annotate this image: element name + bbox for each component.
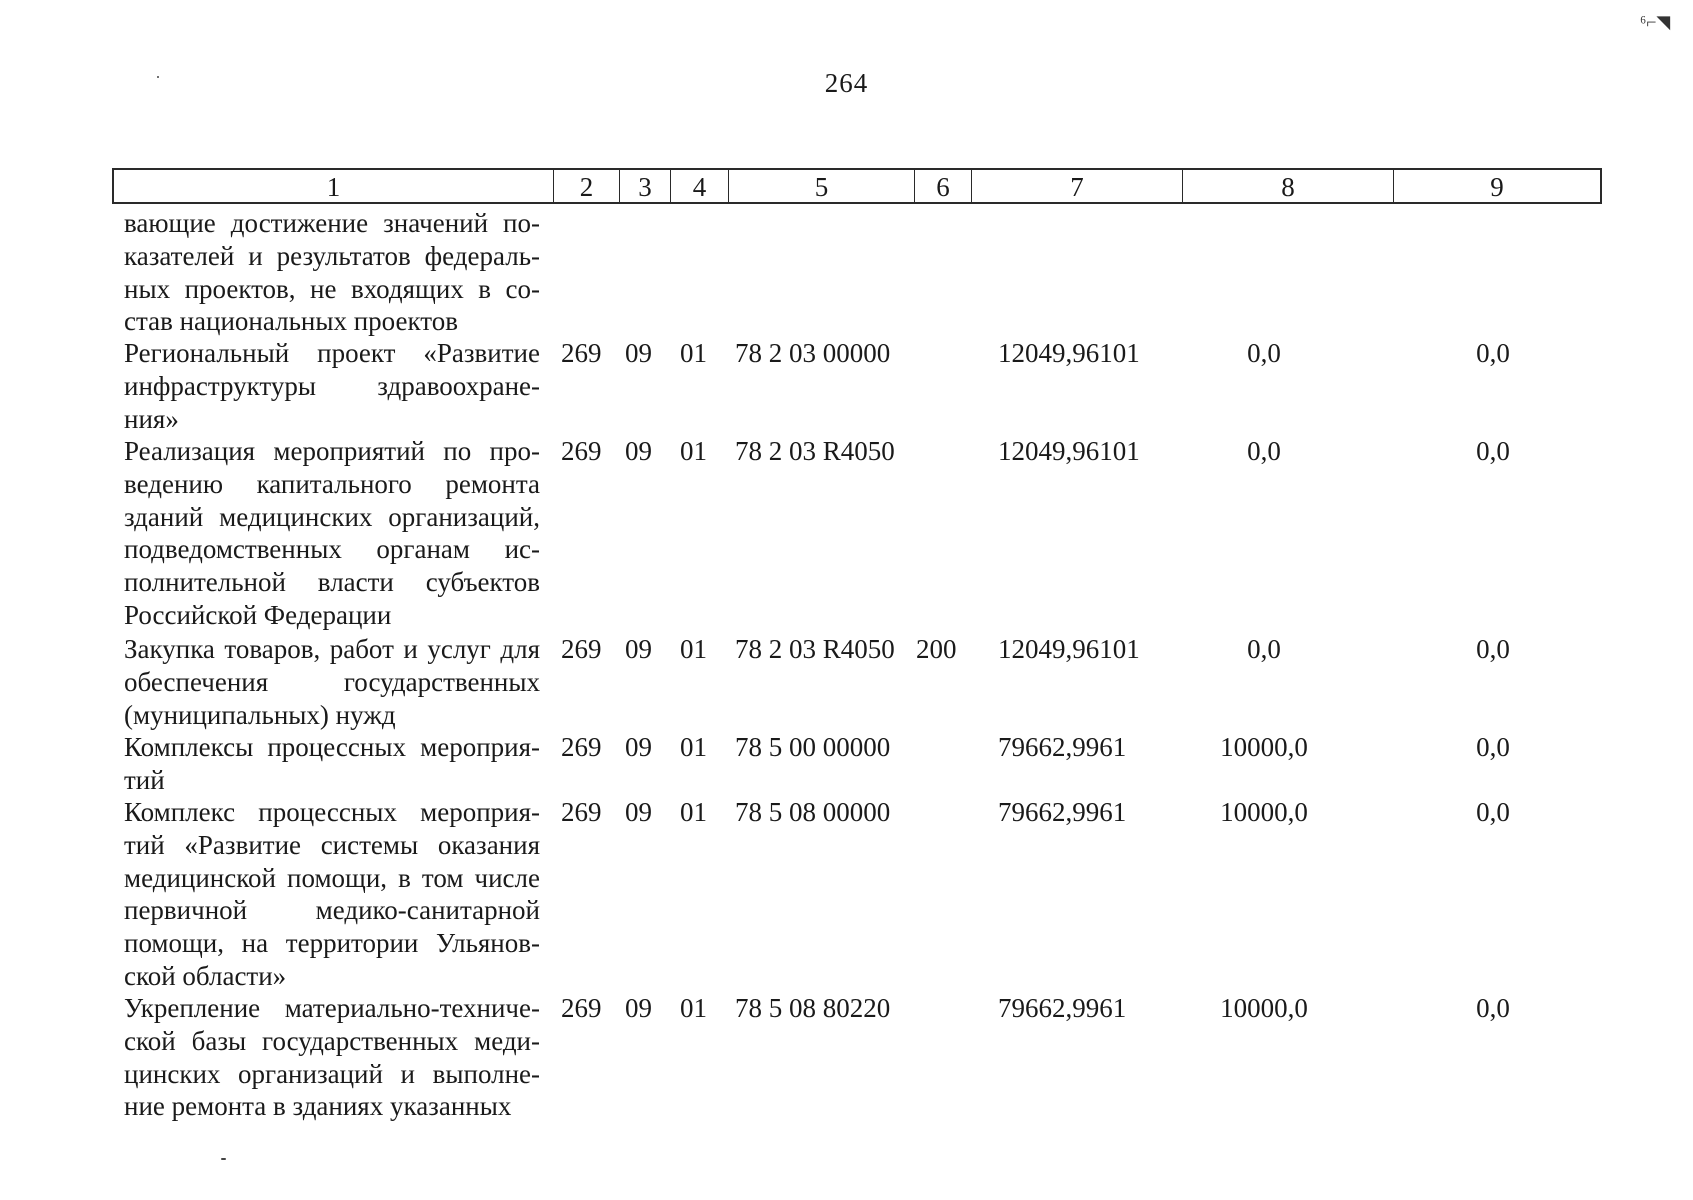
row-name xyxy=(124,207,540,338)
row-name-line: цинских организаций и выполне- xyxy=(124,1058,540,1089)
ministry-code: 269 xyxy=(561,338,602,368)
ministry-code: 269 xyxy=(561,634,602,664)
row-name-line: Российской Федерации xyxy=(124,599,392,630)
row-name-line: подведомственных органам ис- xyxy=(124,534,540,565)
row-name-line: первичной медико-санитарной xyxy=(124,895,540,926)
amount-year-1: 79662,9961 xyxy=(998,993,1127,1023)
corner-scan-mark: ⁶⌐◥ xyxy=(1640,12,1671,32)
ministry-code: 269 xyxy=(561,797,602,827)
table-header xyxy=(112,168,1602,204)
amount-year-1: 79662,9961 xyxy=(998,732,1127,762)
header-cell: 8 xyxy=(1183,170,1394,202)
target-article-code: 78 2 03 00000 xyxy=(735,338,891,368)
amount-year-2: 0,0 xyxy=(1247,436,1281,466)
amount-year-2: 0,0 xyxy=(1247,338,1281,368)
row-name-line: тий xyxy=(124,764,165,795)
amount-year-2: 10000,0 xyxy=(1220,732,1308,762)
section-code: 09 xyxy=(625,634,652,664)
subsection-code: 01 xyxy=(680,634,707,664)
row-name-line: ской базы государственных меди- xyxy=(124,1025,540,1056)
page-number: 264 xyxy=(824,68,869,98)
amount-year-2: 0,0 xyxy=(1247,634,1281,664)
amount-year-2: 10000,0 xyxy=(1220,797,1308,827)
amount-year-3: 0,0 xyxy=(1476,338,1510,368)
header-cell: 5 xyxy=(729,170,915,202)
target-article-code: 78 5 00 00000 xyxy=(735,732,891,762)
section-code: 09 xyxy=(625,338,652,368)
header-cell: 9 xyxy=(1490,172,1504,202)
amount-year-1: 79662,9961 xyxy=(998,797,1127,827)
row-name xyxy=(124,992,540,1123)
row-name-line: обеспечения государственных xyxy=(124,666,540,697)
row-name-line: казателей и результатов федераль- xyxy=(124,240,540,271)
target-article-code: 78 5 08 00000 xyxy=(735,797,891,827)
row-name-line: ных проектов, не входящих в со- xyxy=(124,273,540,304)
row-name-line: ведению капитального ремонта xyxy=(124,468,540,499)
subsection-code: 01 xyxy=(680,732,707,762)
row-name-line: помощи, на территории Ульянов- xyxy=(124,928,540,959)
row-name-line: медицинской помощи, в том числе xyxy=(124,862,540,893)
header-cell: 4 xyxy=(671,170,729,202)
target-article-code: 78 5 08 80220 xyxy=(735,993,891,1023)
section-code: 09 xyxy=(625,732,652,762)
subsection-code: 01 xyxy=(680,338,707,368)
header-cell: 1 xyxy=(114,170,554,202)
row-name xyxy=(124,435,540,632)
scan-speck xyxy=(221,1158,226,1160)
amount-year-2: 10000,0 xyxy=(1220,993,1308,1023)
amount-year-1: 12049,96101 xyxy=(998,338,1140,368)
row-name-line: Комплекс процессных мероприя- xyxy=(124,797,540,827)
row-name-line: Укрепление материально-техниче- xyxy=(124,993,540,1023)
amount-year-3: 0,0 xyxy=(1476,993,1510,1023)
row-name-line: Реализация мероприятий по про- xyxy=(124,436,540,466)
subsection-code: 01 xyxy=(680,993,707,1023)
expense-type-code: 200 xyxy=(916,634,957,664)
target-article-code: 78 2 03 R4050 xyxy=(735,436,895,466)
header-cell: 7 xyxy=(972,170,1183,202)
row-name-line: полнительной власти субъектов xyxy=(124,567,540,598)
header-cell: 3 xyxy=(620,170,671,202)
row-name xyxy=(124,731,540,797)
row-name-line: ния» xyxy=(124,403,179,434)
subsection-code: 01 xyxy=(680,436,707,466)
section-code: 09 xyxy=(625,993,652,1023)
subsection-code: 01 xyxy=(680,797,707,827)
row-name-line: тий «Развитие системы оказания xyxy=(124,829,540,860)
row-name xyxy=(124,796,540,993)
row-name-line: став национальных проектов xyxy=(124,306,458,337)
ministry-code: 269 xyxy=(561,993,602,1023)
header-cell: 2 xyxy=(554,170,620,202)
section-code: 09 xyxy=(625,797,652,827)
target-article-code: 78 2 03 R4050 xyxy=(735,634,895,664)
amount-year-1: 12049,96101 xyxy=(998,634,1140,664)
row-name-line: ской области» xyxy=(124,960,287,991)
row-name-line: Комплексы процессных мероприя- xyxy=(124,732,540,762)
row-name xyxy=(124,633,540,731)
section-code: 09 xyxy=(625,436,652,466)
header-cell: 6 xyxy=(915,170,972,202)
amount-year-3: 0,0 xyxy=(1476,732,1510,762)
amount-year-3: 0,0 xyxy=(1476,797,1510,827)
row-name-line: (муниципальных) нужд xyxy=(124,699,396,730)
row-name-line: Региональный проект «Развитие xyxy=(124,338,540,368)
row-name-line: вающие достижение значений по- xyxy=(124,208,540,238)
row-name-line: зданий медицинских организаций, xyxy=(124,501,540,532)
row-name-line: инфраструктуры здравоохране- xyxy=(124,370,540,401)
ministry-code: 269 xyxy=(561,732,602,762)
ministry-code: 269 xyxy=(561,436,602,466)
amount-year-3: 0,0 xyxy=(1476,436,1510,466)
amount-year-1: 12049,96101 xyxy=(998,436,1140,466)
row-name xyxy=(124,337,540,435)
amount-year-3: 0,0 xyxy=(1476,634,1510,664)
row-name-line: ние ремонта в зданиях указанных xyxy=(124,1091,512,1122)
row-name-line: Закупка товаров, работ и услуг для xyxy=(124,634,540,664)
